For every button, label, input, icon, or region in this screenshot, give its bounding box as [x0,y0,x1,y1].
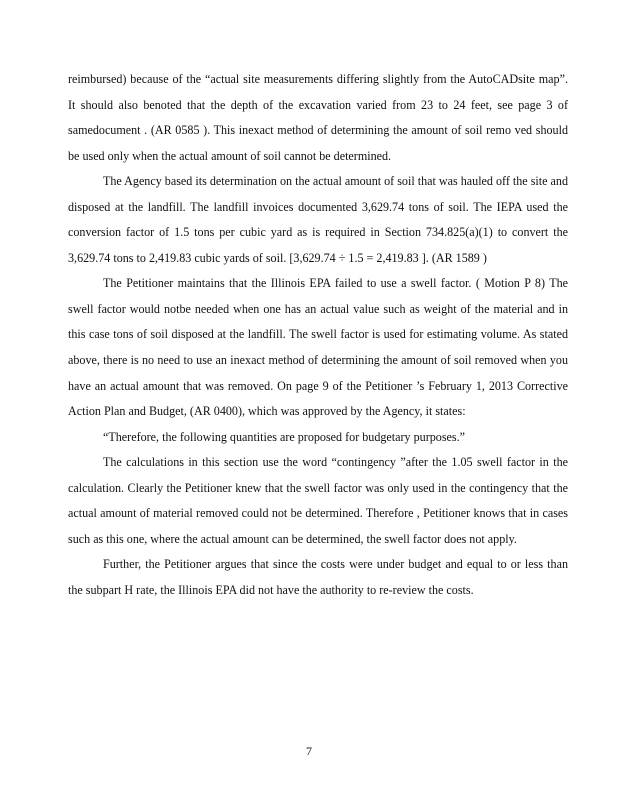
paragraph-2: The Agency based its determination on the actual amount of soil that was hauled off the site and disposed at the landfill. The landfill invoices documented 3,629.74 tons of soil. The IEPA used the conversion factor of 1.5 tons per cubic yard as is required in Section 734.825(a)(1) to convert the 3,629.74 tons to 2,419.83 cubic yards of soil. [3,629.74 ÷ 1.5 = 2,419.83 ]. (AR 1589 ) [68,174,568,265]
page-number: 7 [306,744,312,758]
paragraph-5: The calculations in this section use the word “contingency ”after the 1.05 swell factor in the calculation. Clearly the Petitioner knew that the swell factor was only used in the contingency that the actual amount of material removed could not be determined. Therefore , Petitioner knows that in cases such as this one, where the actual amount can be determined, the swell factor does not apply. [68,455,568,546]
body-text [68,67,568,603]
paragraph-3: The Petitioner maintains that the Illinois EPA failed to use a swell factor. ( Motion P 8) The swell factor would notbe needed when one has an actual value such as weight of the material and in this case tons of soil disposed at the landfill. The swell factor is used for estimating volume. As stated above, there is no need to use an inexact method of determining the amount of soil removed when you have an actual amount that was removed. On page 9 of the Petitioner ’s February 1, 2013 Corrective Action Plan and Budget, (AR 0400), which was approved by the Agency, it states: [68,276,568,419]
paragraph-1: reimbursed) because of the “actual site measurements differing slightly from the AutoCADsite map”. It should also benoted that the depth of the excavation varied from 23 to 24 feet, see page 3 of samedocument . (AR 0585 ). This inexact method of determining the amount of soil remo ved should be used only when the actual amount of soil cannot be determined. [68,72,568,163]
quoted-paragraph: “Therefore, the following quantities are proposed for budgetary purposes.” [103,429,466,444]
paragraph-6: Further, the Petitioner argues that since the costs were under budget and equal to or less than the subpart H rate, the Illinois EPA did not have the authority to re-review the costs. [68,557,568,597]
